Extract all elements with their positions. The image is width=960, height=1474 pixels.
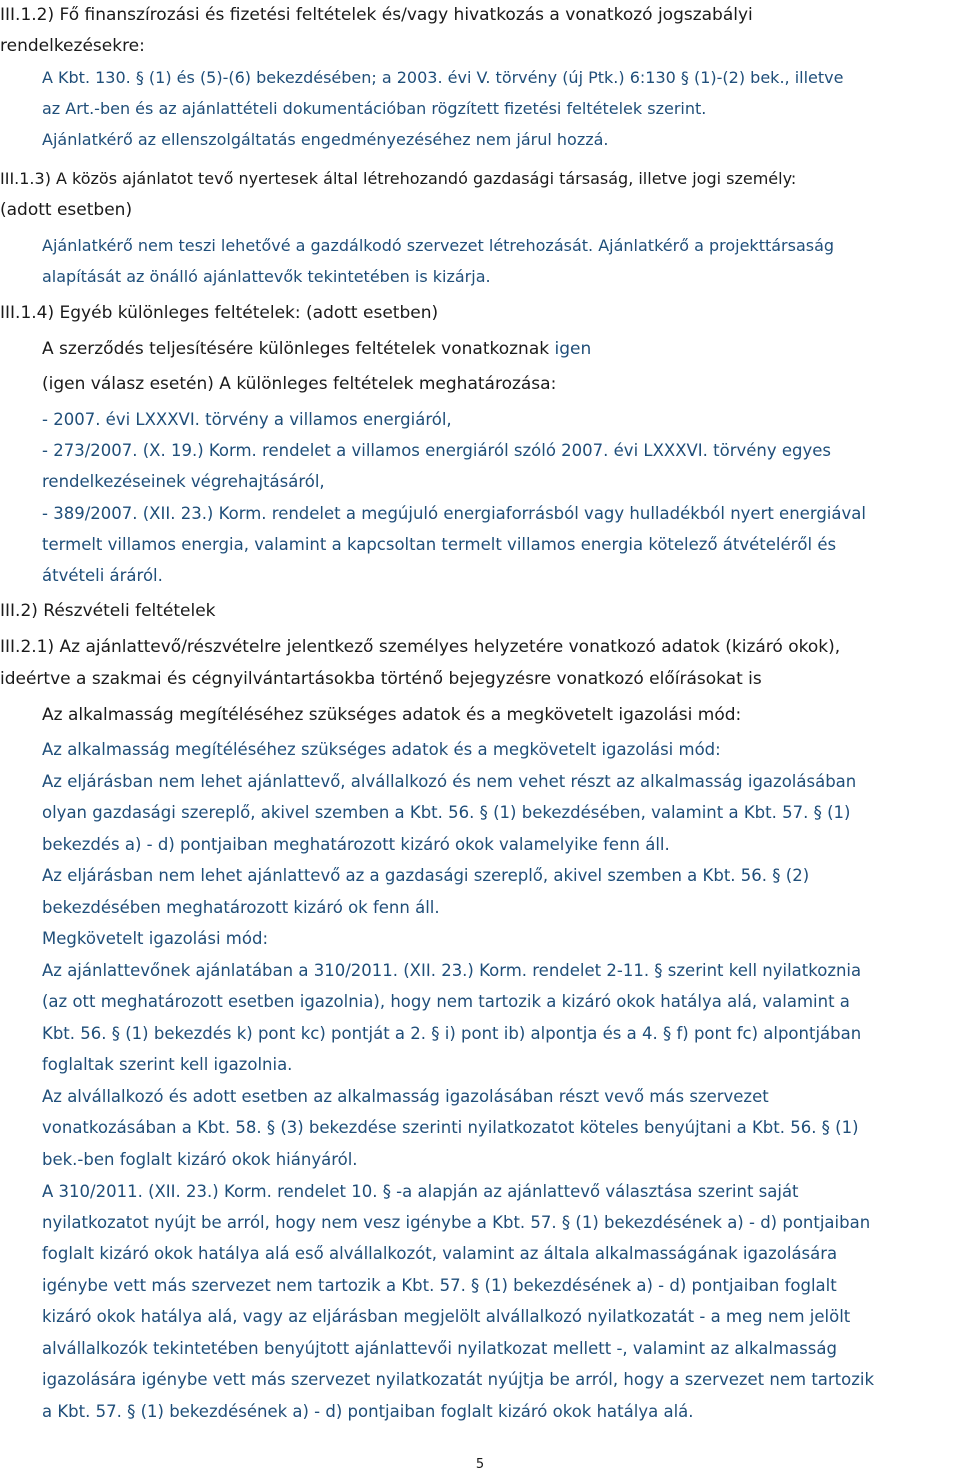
special-conditions-label: A szerződés teljesítésére különleges feltételek vonatkoznak bbox=[42, 339, 555, 359]
special-conditions-line bbox=[42, 338, 591, 360]
section-heading-iii-2-1-cont: ideértve a szakmai és cégnyilvántartásokba történő bejegyzésre vonatkozó előírásokat is bbox=[0, 669, 762, 689]
joint-bid-text: Ajánlatkérő nem teszi lehetővé a gazdálkodó szervezet létrehozását. Ajánlatkérő a projekttársaság bbox=[42, 236, 835, 255]
section-heading-iii-1-3: III.1.3) A közös ajánlatot tevő nyertesek által létrehozandó gazdasági társaság, illetve jogi személy: bbox=[0, 169, 797, 188]
required-proof-text: (az ott meghatározott esetben igazolnia), hogy nem tartozik a kizáró okok hatálya alá, valamint a bbox=[42, 992, 850, 1011]
payment-terms-text: A Kbt. 130. § (1) és (5)-(6) bekezdésében; a 2003. évi V. törvény (új Ptk.) 6:130 § (1)-(2) bek., illetve bbox=[42, 68, 844, 87]
declaration-text: foglalt kizáró okok hatálya alá eső alvállalkozót, valamint az általa alkalmasságának igazolására bbox=[42, 1244, 838, 1263]
declaration-text: igénybe vett más szervezet nem tartozik a Kbt. 57. § (1) bekezdésének a) - d) pontjaiban foglalt bbox=[42, 1276, 837, 1295]
subcontractor-text: vonatkozásában a Kbt. 58. § (3) bekezdése szerinti nyilatkozatot köteles benyújtani a Kbt. 56. § (1) bbox=[42, 1118, 859, 1137]
payment-terms-text: Ajánlatkérő az ellenszolgáltatás engedményezéséhez nem járul hozzá. bbox=[42, 130, 609, 149]
payment-terms-text: az Art.-ben és az ajánlattételi dokumentációban rögzített fizetési feltételek szerint. bbox=[42, 99, 707, 118]
declaration-text: alvállalkozók tekintetében benyújtott ajánlattevői nyilatkozat mellett -, valamint az alkalmasság bbox=[42, 1339, 837, 1358]
suitability-label: Az alkalmasság megítéléséhez szükséges adatok és a megkövetelt igazolási mód: bbox=[42, 705, 742, 725]
suitability-text: olyan gazdasági szereplő, akivel szemben a Kbt. 56. § (1) bekezdésében, valamint a Kbt. 57. § (1) bbox=[42, 803, 851, 822]
declaration-text: kizáró okok hatálya alá, vagy az eljárásban megjelölt alvállalkozó nyilatkozatát - a meg nem jelölt bbox=[42, 1307, 851, 1326]
required-proof-text: Kbt. 56. § (1) bekezdés k) pont kc) pontját a 2. § i) pont ib) alpontja és a 4. § f) pont fc) alpontjában bbox=[42, 1024, 862, 1043]
section-heading-iii-1-3-cont: (adott esetben) bbox=[0, 200, 133, 220]
suitability-text: bekezdésében meghatározott kizáró ok fenn áll. bbox=[42, 898, 440, 917]
declaration-text: a Kbt. 57. § (1) bekezdésének a) - d) pontjaiban foglalt kizáró okok hatálya alá. bbox=[42, 1402, 694, 1421]
regulation-list-item: - 2007. évi LXXXVI. törvény a villamos energiáról, bbox=[42, 410, 452, 429]
required-proof-text: Az ajánlattevőnek ajánlatában a 310/2011. (XII. 23.) Korm. rendelet 2-11. § szerint kell nyilatkoznia bbox=[42, 961, 862, 980]
regulation-list-item-cont: átvételi áráról. bbox=[42, 566, 163, 585]
regulation-list-item: - 389/2007. (XII. 23.) Korm. rendelet a megújuló energiaforrásból vagy hulladékból nyert energiával bbox=[42, 504, 866, 523]
declaration-text: nyilatkozatot nyújt be arról, hogy nem vesz igénybe a Kbt. 57. § (1) bekezdésének a) - d) pontjaiban bbox=[42, 1213, 871, 1232]
regulation-list-item-cont: rendelkezéseinek végrehajtásáról, bbox=[42, 472, 325, 491]
subcontractor-text: bek.-ben foglalt kizáró okok hiányáról. bbox=[42, 1150, 358, 1169]
subcontractor-text: Az alvállalkozó és adott esetben az alkalmasság igazolásában részt vevő más szervezet bbox=[42, 1087, 769, 1106]
section-heading-iii-2: III.2) Részvételi feltételek bbox=[0, 601, 216, 621]
suitability-text: Az eljárásban nem lehet ajánlattevő, alvállalkozó és nem vehet részt az alkalmasság igazolásában bbox=[42, 772, 857, 791]
suitability-text: Az eljárásban nem lehet ajánlattevő az a gazdasági szereplő, akivel szemben a Kbt. 56. § (2) bbox=[42, 866, 810, 885]
suitability-text: Az alkalmasság megítéléséhez szükséges adatok és a megkövetelt igazolási mód: bbox=[42, 740, 721, 759]
suitability-text: bekezdés a) - d) pontjaiban meghatározott kizáró okok valamelyike fenn áll. bbox=[42, 835, 670, 854]
section-heading-iii-1-2: III.1.2) Fő finanszírozási és fizetési feltételek és/vagy hivatkozás a vonatkozó jogszabályi bbox=[0, 5, 753, 25]
regulation-list-item-cont: termelt villamos energia, valamint a kapcsoltan termelt villamos energia kötelező átvételéről és bbox=[42, 535, 837, 554]
special-conditions-value: igen bbox=[554, 339, 592, 359]
declaration-text: A 310/2011. (XII. 23.) Korm. rendelet 10. § -a alapján az ajánlattevő választása szerint saját bbox=[42, 1182, 799, 1201]
declaration-text: igazolására igénybe vett más szervezet nyilatkozatát nyújtja be arról, hogy a szervezet nem tartozik bbox=[42, 1370, 875, 1389]
page-number: 5 bbox=[475, 1457, 485, 1472]
required-proof-text: foglaltak szerint kell igazolnia. bbox=[42, 1055, 293, 1074]
section-heading-iii-1-2-cont: rendelkezésekre: bbox=[0, 36, 145, 56]
joint-bid-text: alapítását az önálló ajánlattevők tekintetében is kizárja. bbox=[42, 267, 491, 286]
regulation-list-item: - 273/2007. (X. 19.) Korm. rendelet a villamos energiáról szóló 2007. évi LXXXVI. törvény egyes bbox=[42, 441, 832, 460]
section-heading-iii-2-1: III.2.1) Az ajánlattevő/részvételre jelentkező személyes helyzetére vonatkozó adatok (kizáró okok), bbox=[0, 637, 841, 657]
required-proof-label: Megkövetelt igazolási mód: bbox=[42, 929, 269, 948]
special-conditions-definition-label: (igen válasz esetén) A különleges feltételek meghatározása: bbox=[42, 374, 557, 394]
section-heading-iii-1-4: III.1.4) Egyéb különleges feltételek: (adott esetben) bbox=[0, 303, 439, 323]
